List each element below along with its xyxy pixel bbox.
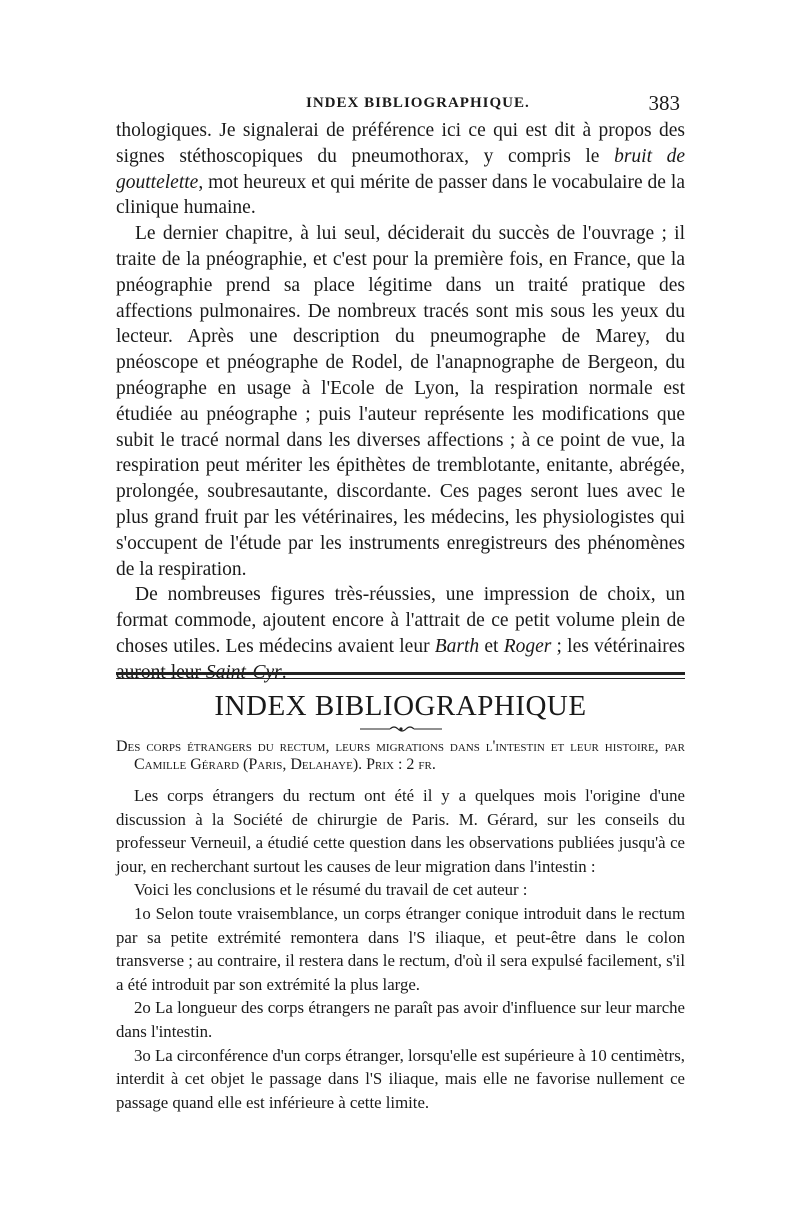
section-divider xyxy=(116,672,685,679)
entry-paragraph-3: 1o Selon toute vraisemblance, un corps étranger conique introduit dans le rectum par sa petite extrémité remontera dans l'S iliaque, et peut-être dans le colon transverse ; au contraire, il restera dans le rectum, d'où il sera expulsé facilement, s'il a été introduit par son extrémité la plus large. xyxy=(116,903,685,994)
section-title: INDEX BIBLIOGRAPHIQUE xyxy=(214,690,587,722)
entry-paragraph-2: Voici les conclusions et le résumé du travail de cet auteur : xyxy=(134,880,528,900)
review-paragraph-1 xyxy=(116,118,685,221)
review-p3-text-mid: et xyxy=(479,635,504,657)
review-p3-text-a: De nombreuses figures très-réussies, une impression de choix, un format commode, ajoutent encore à l'attrait de ce petit volume plein de choses utiles. Les médecins avaient leur xyxy=(116,584,685,657)
entry-paragraph-4: 2o La longueur des corps étrangers ne paraît pas avoir d'influence sur leur marche dans l'intestin. xyxy=(116,998,685,1041)
review-p3-italic-roger: Roger xyxy=(503,635,552,657)
review-p1-italic: bruit de gouttelette xyxy=(116,145,685,193)
divider-thick-rule xyxy=(116,672,685,675)
entry-heading-text: Des corps étrangers du rectum, leurs migrations dans l'intestin et leur histoire, par Camille Gérard (Paris, Delahaye). Prix : 2 fr. xyxy=(116,738,685,773)
review-p3-text-b: ; les vétérinaires xyxy=(556,635,685,657)
review-p3-italic-barth: Barth xyxy=(434,635,480,657)
running-title: INDEX BIBLIOGRAPHIQUE. xyxy=(306,95,530,111)
review-p1-text-b: , mot heureux et qui mérite de passer dans le vocabulaire de la clinique humaine. xyxy=(116,171,685,219)
review-text xyxy=(116,118,685,686)
page-number: 383 xyxy=(648,91,680,115)
running-header xyxy=(116,93,680,121)
review-paragraph-3 xyxy=(116,582,685,685)
entry-text xyxy=(116,784,685,1114)
entry-paragraph-1: Les corps étrangers du rectum ont été il y a quelques mois l'origine d'une discussion à la Société de chirurgie de Paris. M. Gérard, sur les conseils du professeur Verneuil, a étudié cette question dans les observations publiées jusqu'à ce jour, en recherchant surtout les causes de leur migration dans l'intestin : xyxy=(116,786,685,876)
entry-heading xyxy=(116,738,685,774)
divider-thin-rule xyxy=(116,678,685,679)
review-paragraph-2: Le dernier chapitre, à lui seul, déciderait du succès de l'ouvrage ; il traite de la pnéographie, et c'est pour la première fois, en France, que la pnéographie prend sa place légitime dans un traité pratique des affections pulmonaires. De nombreux tracés sont mis sous les yeux du lecteur. Après une description du pneumographe de Marey, du pnéoscope et pnéographe de Rodel, de l'anapnographe de Bergeon, du pnéographe en usage à l'Ecole de Lyon, la respiration normale est étudiée au pnéographe ; puis l'auteur représente les modifications que subit le tracé normal dans les diverses affections ; à ce point de vue, la respiration peut mériter les épithètes de tremblotante, enitante, abrégée, prolongée, soubresautante, discordante. Ces pages seront lues avec le plus grand fruit par les vétérinaires, les médecins, les physiologistes qui s'occupent de l'étude par les instruments enregistreurs des phénomènes de la respiration. xyxy=(116,223,685,580)
ornament-icon xyxy=(360,724,442,734)
review-p1-text-a: thologiques. Je signalerai de préférence ici ce qui est dit à propos des signes stéthoscopiques du pneumothorax, y compris le xyxy=(116,120,685,167)
entry-paragraph-5: 3o La circonférence d'un corps étranger, lorsqu'elle est supérieure à 10 centimètrs, interdit à cet objet le passage dans l'S iliaque, mais elle ne favorise nullement ce passage quand elle est inférieure à cette limite. xyxy=(116,1045,685,1112)
